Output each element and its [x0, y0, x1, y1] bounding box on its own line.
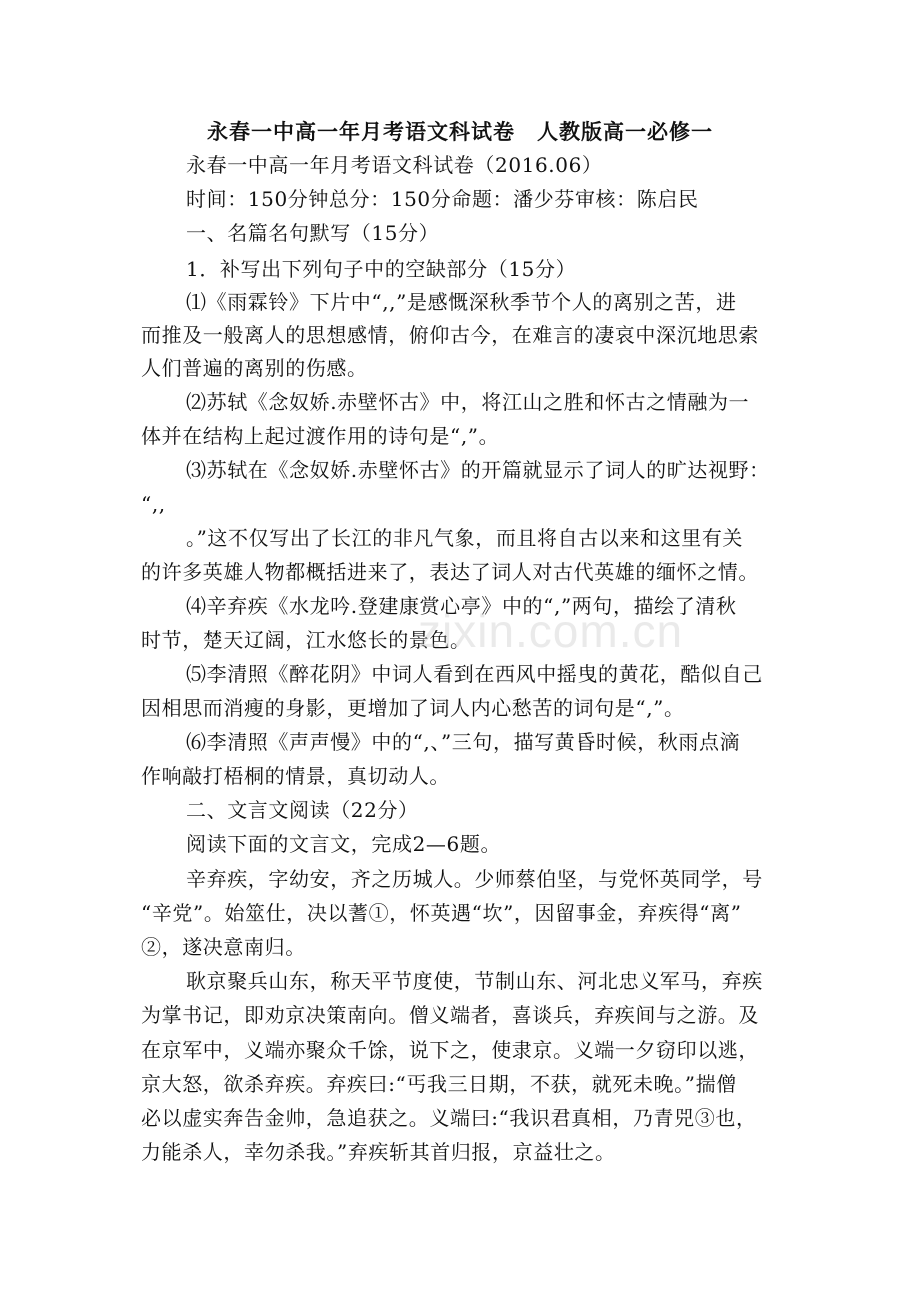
page-title: 永春一中高一年月考语文科试卷 人教版高一必修一	[207, 120, 713, 144]
question-1-stem: 1．补写出下列句子中的空缺部分（15分）	[186, 257, 577, 281]
watermark: zixin.com.cn	[418, 605, 684, 657]
paragraph-line: ⑹李清照《声声慢》中的“,、”三句，描写黄昏时候，秋雨点滴	[186, 730, 741, 754]
paragraph-line: 人们普遍的离别的伤感。	[141, 356, 368, 380]
paragraph-line: 必以虚实奔告金帅，急追获之。义端曰:“我识君真相，乃青兕③也，	[141, 1106, 757, 1130]
paragraph-line: 耿京聚兵山东，称天平节度使，节制山东、河北忠义军马，弃疾	[186, 969, 763, 993]
paragraph-line: “辛党”。始筮仕，决以蓍①，怀英遇“坎”，因留事金，弃疾得“离”	[141, 901, 742, 925]
paragraph-line: ⑴《雨霖铃》下片中“,,”是感慨深秋季节个人的离别之苦，进	[186, 290, 737, 314]
paragraph-line: ⑶苏轼在《念奴娇.赤壁怀古》的开篇就显示了词人的旷达视野：	[186, 458, 770, 482]
reading-instruction: 阅读下面的文言文，完成2—6题。	[186, 832, 502, 856]
paragraph-line: ⑵苏轼《念奴娇.赤壁怀古》中，将江山之胜和怀古之情融为一	[186, 390, 750, 414]
paragraph-line: 在京军中，义端亦聚众千馀，说下之，使隶京。义端一夕窃印以逃，	[141, 1038, 759, 1062]
exam-info-line: 时间：150分钟总分：150分命题：潘少芬审核：陈启民	[186, 187, 699, 211]
paragraph-line: 而推及一般离人的思想感情，俯仰古今，在难言的凄哀中深沉地思索	[141, 323, 759, 347]
paragraph-line: 时节，楚天辽阔，江水悠长的景色。	[141, 628, 471, 652]
paragraph-line: 辛弃疾，字幼安，齐之历城人。少师蔡伯坚，与党怀英同学，号	[186, 867, 763, 891]
section-heading-2: 二、文言文阅读（22分）	[186, 798, 419, 822]
paragraph-line: 京大怒，欲杀弃疾。弃疾曰:“丐我三日期，不获，就死未晚。”揣僧	[141, 1072, 737, 1096]
paragraph-line: “,,	[141, 492, 166, 516]
paragraph-line: 力能杀人，幸勿杀我。”弃疾斩其首归报，京益壮之。	[141, 1140, 616, 1164]
paragraph-line: 作响敲打梧桐的情景，真切动人。	[141, 764, 450, 788]
paragraph-line: 。”这不仅写出了长江的非凡气象，而且将自古以来和这里有关	[186, 526, 744, 550]
exam-heading: 永春一中高一年月考语文科试卷（2016.06）	[186, 153, 603, 177]
section-heading-1: 一、名篇名句默写（15分）	[186, 221, 440, 245]
paragraph-line: 为掌书记，即劝京决策南向。僧义端者，喜谈兵，弃疾间与之游。及	[141, 1003, 759, 1027]
paragraph-line: ②，遂决意南归。	[141, 935, 306, 959]
paragraph-line: 体并在结构上起过渡作用的诗句是“,”。	[141, 424, 500, 448]
paragraph-line: ⑷辛弃疾《水龙吟.登建康赏心亭》中的“,”两句，描绘了清秋	[186, 594, 737, 618]
paragraph-line: 因相思而消瘦的身影，更增加了词人内心愁苦的词句是“,”。	[141, 696, 685, 720]
paragraph-line: 的许多英雄人物都概括进来了，表达了词人对古代英雄的缅怀之情。	[141, 560, 759, 584]
paragraph-line: ⑸李清照《醉花阴》中词人看到在西风中摇曳的黄花，酷似自己	[186, 662, 763, 686]
